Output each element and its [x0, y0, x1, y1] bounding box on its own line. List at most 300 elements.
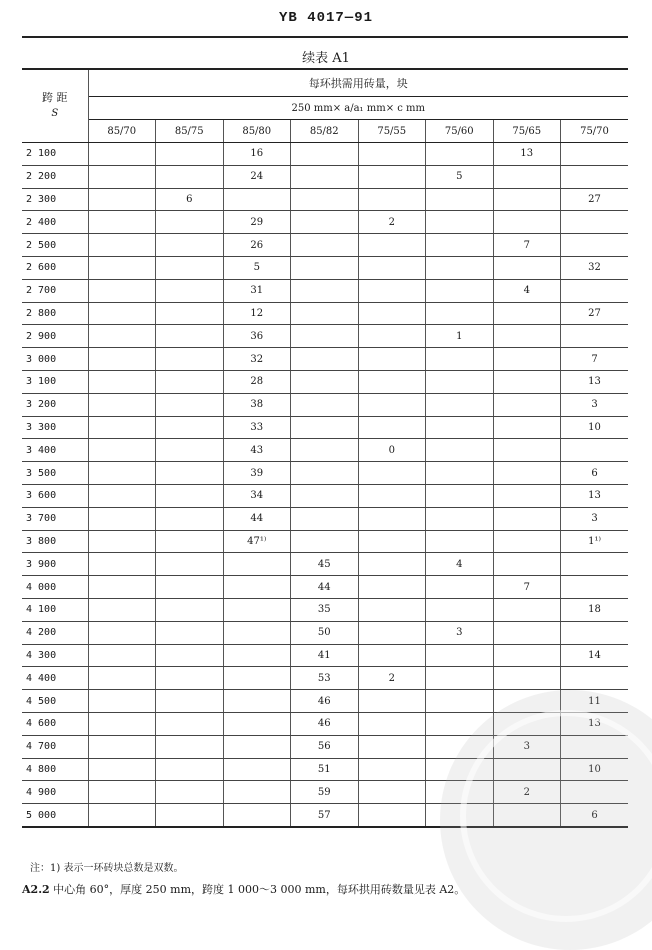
span-cell: 5 000 [22, 804, 88, 827]
quantity-cell [493, 530, 561, 553]
quantity-cell [156, 165, 224, 188]
quantity-cell [561, 667, 629, 690]
quantity-cell [358, 416, 426, 439]
quantity-cell [493, 165, 561, 188]
quantity-cell [156, 530, 224, 553]
quantity-cell [88, 439, 156, 462]
quantity-cell: 5 [426, 165, 494, 188]
group-title: 每环拱需用砖量，块 [88, 69, 628, 97]
quantity-cell [493, 690, 561, 713]
quantity-cell [88, 576, 156, 599]
quantity-cell [223, 667, 291, 690]
table-row [22, 165, 628, 188]
quantity-cell [358, 758, 426, 781]
quantity-cell: 4 [493, 279, 561, 302]
quantity-cell [493, 621, 561, 644]
quantity-cell [156, 621, 224, 644]
quantity-cell [426, 143, 494, 166]
quantity-cell: 0 [358, 439, 426, 462]
quantity-cell [88, 370, 156, 393]
quantity-cell: 13 [561, 370, 629, 393]
quantity-cell [156, 439, 224, 462]
quantity-cell [358, 256, 426, 279]
quantity-cell [493, 484, 561, 507]
quantity-cell [493, 667, 561, 690]
section-text: 中心角 60°，厚度 250 mm，跨度 1 000～3 000 mm，每环拱用砖数量见表 A2。 [53, 883, 466, 896]
quantity-cell: 36 [223, 325, 291, 348]
quantity-cell [358, 735, 426, 758]
quantity-cell [223, 553, 291, 576]
quantity-cell [426, 234, 494, 257]
span-cell: 4 200 [22, 621, 88, 644]
span-cell: 4 100 [22, 598, 88, 621]
quantity-cell [156, 690, 224, 713]
quantity-cell: 31 [223, 279, 291, 302]
quantity-cell [358, 484, 426, 507]
quantity-cell [561, 621, 629, 644]
quantity-cell [358, 712, 426, 735]
quantity-cell [493, 507, 561, 530]
quantity-cell [493, 325, 561, 348]
table-row [22, 644, 628, 667]
table-row [22, 462, 628, 485]
quantity-cell: 6 [561, 804, 629, 827]
span-cell: 2 700 [22, 279, 88, 302]
quantity-cell [291, 507, 359, 530]
quantity-cell [561, 211, 629, 234]
quantity-cell [291, 302, 359, 325]
quantity-cell [156, 325, 224, 348]
quantity-cell [291, 393, 359, 416]
quantity-cell [358, 644, 426, 667]
quantity-cell [156, 644, 224, 667]
quantity-cell: 7 [493, 576, 561, 599]
quantity-cell [426, 576, 494, 599]
quantity-cell [88, 804, 156, 827]
span-cell: 3 600 [22, 484, 88, 507]
quantity-cell: 7 [561, 348, 629, 371]
quantity-cell [223, 598, 291, 621]
quantity-cell [88, 781, 156, 804]
quantity-cell: 43 [223, 439, 291, 462]
span-cell: 3 000 [22, 348, 88, 371]
quantity-cell [493, 712, 561, 735]
quantity-cell: 7 [493, 234, 561, 257]
quantity-cell [493, 439, 561, 462]
quantity-cell [223, 804, 291, 827]
quantity-cell [358, 188, 426, 211]
quantity-cell [223, 712, 291, 735]
table-row [22, 393, 628, 416]
span-cell: 3 100 [22, 370, 88, 393]
quantity-cell [561, 553, 629, 576]
section-number: A2.2 [22, 883, 50, 896]
quantity-cell: 6 [156, 188, 224, 211]
quantity-cell [88, 302, 156, 325]
quantity-cell: 1¹⁾ [561, 530, 629, 553]
quantity-cell [88, 325, 156, 348]
span-cell: 4 900 [22, 781, 88, 804]
quantity-cell [156, 576, 224, 599]
column-header: 85/80 [223, 120, 291, 143]
span-cell: 2 500 [22, 234, 88, 257]
quantity-cell: 13 [561, 712, 629, 735]
span-cell: 3 800 [22, 530, 88, 553]
quantity-cell [88, 234, 156, 257]
quantity-cell [88, 462, 156, 485]
quantity-cell [156, 234, 224, 257]
quantity-cell: 10 [561, 416, 629, 439]
quantity-cell [426, 188, 494, 211]
quantity-cell: 34 [223, 484, 291, 507]
quantity-cell: 2 [358, 211, 426, 234]
table-row [22, 598, 628, 621]
quantity-cell [291, 484, 359, 507]
span-cell: 4 500 [22, 690, 88, 713]
quantity-cell [493, 758, 561, 781]
quantity-cell [358, 690, 426, 713]
quantity-cell [223, 576, 291, 599]
quantity-cell: 38 [223, 393, 291, 416]
quantity-cell [426, 484, 494, 507]
span-cell: 2 600 [22, 256, 88, 279]
table-row [22, 370, 628, 393]
quantity-cell [561, 234, 629, 257]
quantity-cell [426, 530, 494, 553]
quantity-cell [561, 735, 629, 758]
quantity-cell: 3 [426, 621, 494, 644]
quantity-cell [426, 439, 494, 462]
quantity-cell [561, 576, 629, 599]
quantity-cell: 24 [223, 165, 291, 188]
quantity-cell [88, 484, 156, 507]
span-cell: 2 800 [22, 302, 88, 325]
document-header: YB 4017—91 [278, 10, 373, 26]
span-cell: 4 000 [22, 576, 88, 599]
quantity-cell [156, 507, 224, 530]
quantity-cell [223, 644, 291, 667]
quantity-cell [156, 758, 224, 781]
table-row [22, 667, 628, 690]
quantity-cell [156, 279, 224, 302]
quantity-cell [156, 598, 224, 621]
quantity-cell [493, 462, 561, 485]
quantity-cell [88, 143, 156, 166]
quantity-cell [426, 462, 494, 485]
quantity-cell [291, 348, 359, 371]
quantity-cell [358, 279, 426, 302]
quantity-cell [223, 188, 291, 211]
quantity-cell [88, 644, 156, 667]
quantity-cell [426, 712, 494, 735]
quantity-cell: 13 [561, 484, 629, 507]
quantity-cell [88, 507, 156, 530]
quantity-cell [426, 598, 494, 621]
quantity-cell: 12 [223, 302, 291, 325]
quantity-cell [358, 576, 426, 599]
column-header: 75/65 [493, 120, 561, 143]
span-cell: 3 700 [22, 507, 88, 530]
quantity-cell [493, 256, 561, 279]
quantity-cell [223, 621, 291, 644]
quantity-cell: 56 [291, 735, 359, 758]
quantity-cell: 46 [291, 712, 359, 735]
quantity-cell [291, 439, 359, 462]
quantity-cell [426, 279, 494, 302]
quantity-cell: 28 [223, 370, 291, 393]
quantity-cell: 3 [561, 393, 629, 416]
quantity-cell [493, 188, 561, 211]
quantity-cell [88, 553, 156, 576]
quantity-cell [426, 735, 494, 758]
table-row [22, 143, 628, 166]
quantity-cell [426, 804, 494, 827]
column-header: 75/55 [358, 120, 426, 143]
quantity-cell [156, 804, 224, 827]
quantity-cell [426, 667, 494, 690]
quantity-cell [88, 530, 156, 553]
span-cell: 4 400 [22, 667, 88, 690]
quantity-cell: 14 [561, 644, 629, 667]
quantity-cell [88, 758, 156, 781]
quantity-cell [291, 143, 359, 166]
quantity-cell: 50 [291, 621, 359, 644]
quantity-cell [88, 348, 156, 371]
quantity-cell: 41 [291, 644, 359, 667]
column-header: 75/60 [426, 120, 494, 143]
quantity-cell [291, 462, 359, 485]
quantity-cell [88, 621, 156, 644]
quantity-cell [88, 393, 156, 416]
table-row [22, 758, 628, 781]
column-header: 85/70 [88, 120, 156, 143]
quantity-cell: 35 [291, 598, 359, 621]
quantity-cell [561, 781, 629, 804]
quantity-cell [358, 781, 426, 804]
quantity-cell [156, 256, 224, 279]
quantity-cell: 29 [223, 211, 291, 234]
quantity-cell: 4 [426, 553, 494, 576]
span-cell: 2 100 [22, 143, 88, 166]
column-header: 85/82 [291, 120, 359, 143]
quantity-cell [358, 530, 426, 553]
span-cell: 3 900 [22, 553, 88, 576]
quantity-cell [426, 644, 494, 667]
quantity-cell [426, 393, 494, 416]
column-header: 75/70 [561, 120, 629, 143]
quantity-cell [426, 348, 494, 371]
table-row [22, 302, 628, 325]
table-row [22, 484, 628, 507]
table-row [22, 576, 628, 599]
quantity-cell [156, 667, 224, 690]
quantity-cell [493, 416, 561, 439]
quantity-cell [358, 234, 426, 257]
quantity-cell [156, 484, 224, 507]
table-row [22, 188, 628, 211]
header-rule [22, 36, 628, 38]
quantity-cell [426, 256, 494, 279]
quantity-cell [88, 735, 156, 758]
quantity-cell [88, 188, 156, 211]
quantity-cell [561, 325, 629, 348]
quantity-cell [358, 804, 426, 827]
quantity-cell: 11 [561, 690, 629, 713]
quantity-cell [291, 370, 359, 393]
quantity-cell [156, 781, 224, 804]
quantity-cell [291, 256, 359, 279]
quantity-cell [156, 393, 224, 416]
quantity-cell [426, 758, 494, 781]
quantity-cell: 3 [493, 735, 561, 758]
table-row [22, 507, 628, 530]
span-cell: 2 200 [22, 165, 88, 188]
quantity-cell [88, 416, 156, 439]
span-cell: 2 400 [22, 211, 88, 234]
quantity-cell: 2 [493, 781, 561, 804]
table-row [22, 553, 628, 576]
quantity-cell [156, 735, 224, 758]
brick-quantity-table [22, 68, 628, 828]
quantity-cell [156, 462, 224, 485]
quantity-cell: 16 [223, 143, 291, 166]
table-row [22, 256, 628, 279]
quantity-cell [223, 735, 291, 758]
span-cell: 4 600 [22, 712, 88, 735]
span-column-header [22, 69, 88, 143]
quantity-cell [358, 621, 426, 644]
table-row [22, 234, 628, 257]
quantity-cell [426, 302, 494, 325]
quantity-cell [358, 165, 426, 188]
quantity-cell: 44 [223, 507, 291, 530]
quantity-cell: 44 [291, 576, 359, 599]
quantity-cell [493, 393, 561, 416]
quantity-cell [493, 302, 561, 325]
quantity-cell [88, 211, 156, 234]
quantity-cell [156, 143, 224, 166]
quantity-cell [426, 370, 494, 393]
quantity-cell [358, 302, 426, 325]
quantity-cell [358, 348, 426, 371]
span-cell: 3 500 [22, 462, 88, 485]
quantity-cell [88, 667, 156, 690]
quantity-cell: 3 [561, 507, 629, 530]
quantity-cell [493, 348, 561, 371]
quantity-cell [156, 370, 224, 393]
quantity-cell [291, 234, 359, 257]
quantity-cell [358, 462, 426, 485]
quantity-cell: 27 [561, 302, 629, 325]
quantity-cell [156, 712, 224, 735]
quantity-cell: 33 [223, 416, 291, 439]
quantity-cell [358, 553, 426, 576]
section-paragraph [22, 881, 465, 897]
quantity-cell: 27 [561, 188, 629, 211]
span-cell: 3 300 [22, 416, 88, 439]
quantity-cell: 46 [291, 690, 359, 713]
unit-note: 250 mm× a/a₁ mm× c mm [88, 97, 628, 120]
quantity-cell [291, 165, 359, 188]
quantity-cell [493, 211, 561, 234]
quantity-cell [156, 348, 224, 371]
quantity-cell: 57 [291, 804, 359, 827]
table-row [22, 416, 628, 439]
quantity-cell [223, 690, 291, 713]
quantity-cell: 6 [561, 462, 629, 485]
quantity-cell [88, 690, 156, 713]
quantity-cell [291, 416, 359, 439]
table-row [22, 530, 628, 553]
table-row [22, 690, 628, 713]
table-footnote: 注：1) 表示一环砖块总数是双数。 [30, 863, 184, 874]
span-symbol: S [51, 108, 59, 119]
quantity-cell [426, 690, 494, 713]
table-row [22, 325, 628, 348]
table-row [22, 279, 628, 302]
table-row [22, 781, 628, 804]
quantity-cell [88, 279, 156, 302]
quantity-cell: 59 [291, 781, 359, 804]
table-caption: 续表 A1 [302, 51, 350, 66]
span-cell: 4 700 [22, 735, 88, 758]
quantity-cell [291, 279, 359, 302]
span-cell: 3 400 [22, 439, 88, 462]
quantity-cell [493, 804, 561, 827]
span-cell: 4 800 [22, 758, 88, 781]
quantity-cell [223, 758, 291, 781]
quantity-cell [291, 188, 359, 211]
quantity-cell [426, 507, 494, 530]
quantity-cell: 2 [358, 667, 426, 690]
table-row [22, 439, 628, 462]
quantity-cell [493, 553, 561, 576]
quantity-cell [156, 211, 224, 234]
quantity-cell [426, 416, 494, 439]
quantity-cell [358, 325, 426, 348]
quantity-cell [358, 598, 426, 621]
quantity-cell [291, 530, 359, 553]
column-header-row [22, 120, 628, 143]
quantity-cell [358, 393, 426, 416]
quantity-cell: 18 [561, 598, 629, 621]
quantity-cell [561, 165, 629, 188]
quantity-cell [358, 507, 426, 530]
quantity-cell [156, 553, 224, 576]
quantity-cell [493, 598, 561, 621]
span-cell: 2 900 [22, 325, 88, 348]
column-header: 85/75 [156, 120, 224, 143]
span-cell: 4 300 [22, 644, 88, 667]
table-row [22, 348, 628, 371]
quantity-cell [156, 302, 224, 325]
table-row [22, 211, 628, 234]
quantity-cell: 47¹⁾ [223, 530, 291, 553]
quantity-cell: 26 [223, 234, 291, 257]
quantity-cell: 5 [223, 256, 291, 279]
quantity-cell [156, 416, 224, 439]
quantity-cell: 45 [291, 553, 359, 576]
quantity-cell [88, 712, 156, 735]
quantity-cell [358, 370, 426, 393]
quantity-cell [493, 370, 561, 393]
quantity-cell [561, 143, 629, 166]
table-body [22, 143, 628, 827]
quantity-cell: 32 [561, 256, 629, 279]
span-label: 跨 距 [42, 91, 68, 104]
table-row [22, 804, 628, 827]
quantity-cell: 39 [223, 462, 291, 485]
